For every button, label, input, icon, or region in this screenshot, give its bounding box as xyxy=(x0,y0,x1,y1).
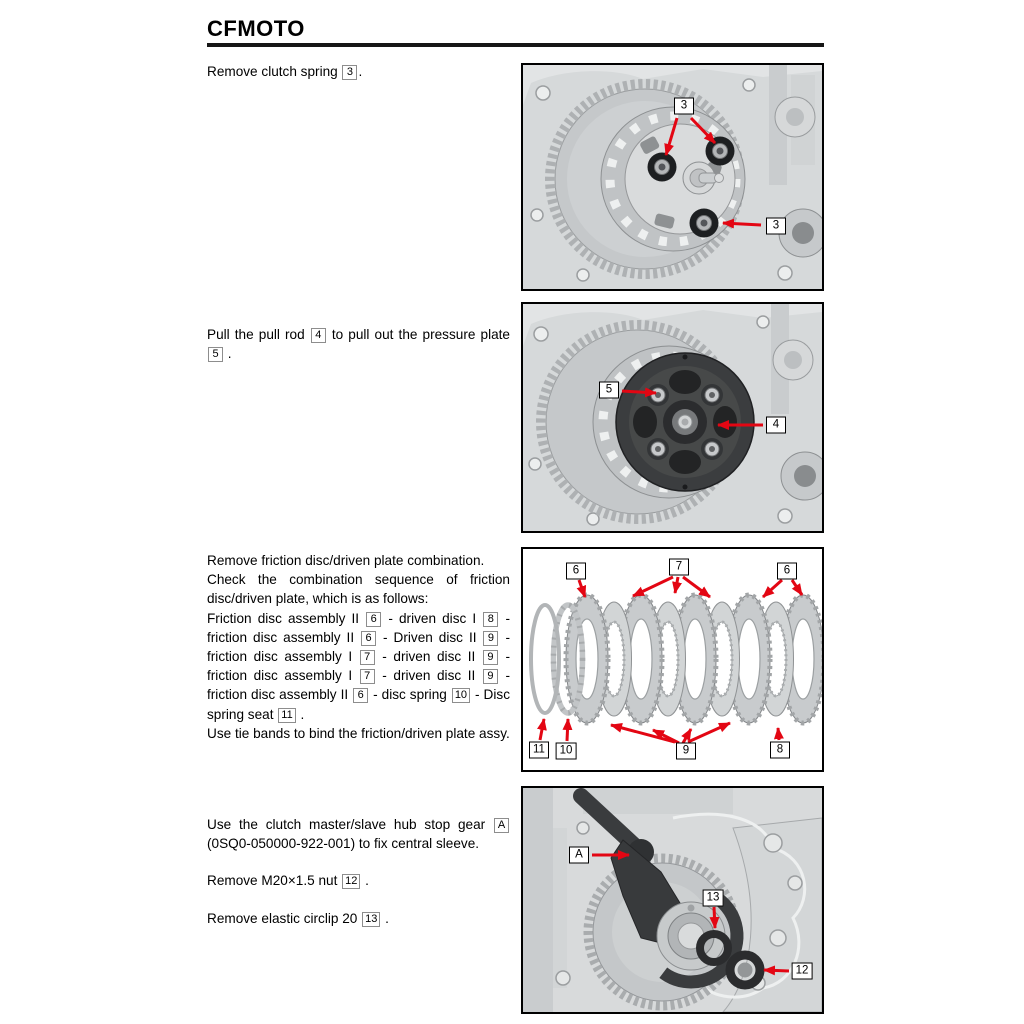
part-ref-7: 7 xyxy=(360,650,375,665)
instruction-friction-disc xyxy=(207,551,510,743)
instruction-remove-clutch-spring xyxy=(207,62,510,81)
page-title: CFMOTO xyxy=(207,16,305,41)
disc-stack xyxy=(531,595,822,723)
part-ref-9: 9 xyxy=(483,631,498,646)
paragraph: Check the combination sequence of friction disc/driven plate, which is as follows: xyxy=(207,572,510,607)
callout-12: 12 xyxy=(792,963,813,980)
callout-5: 5 xyxy=(599,382,619,399)
part-ref-10: 10 xyxy=(452,688,470,703)
part-ref-3: 3 xyxy=(342,65,357,80)
part-ref-13: 13 xyxy=(362,912,380,927)
callout-3: 3 xyxy=(674,98,694,115)
clutch-spring-illustration xyxy=(523,65,822,289)
callout-6: 6 xyxy=(777,563,797,580)
part-ref-12: 12 xyxy=(342,874,360,889)
paragraph: Remove friction disc/driven plate combination. xyxy=(207,553,485,568)
part-ref-11: 11 xyxy=(278,708,295,723)
part-ref-7: 7 xyxy=(360,669,375,684)
paragraph: Remove elastic circlip 20 13 . xyxy=(207,910,389,926)
callout-13: 13 xyxy=(703,890,724,907)
callout-8: 8 xyxy=(770,742,790,759)
pressure-plate-part xyxy=(616,353,754,491)
part-ref-9: 9 xyxy=(483,669,498,684)
figure-stop-gear xyxy=(521,786,824,1014)
paragraph: Remove M20×1.5 nut 12 . xyxy=(207,873,369,889)
part-ref-6: 6 xyxy=(366,612,381,627)
figure-clutch-spring xyxy=(521,63,824,291)
callout-7: 7 xyxy=(669,559,689,576)
part-ref-6: 6 xyxy=(361,631,376,646)
stop-gear-illustration xyxy=(523,788,822,1012)
paragraph: Use tie bands to bind the friction/driven plate assy. xyxy=(207,725,510,741)
paragraph: Pull the pull rod 4 to pull out the pressure plate 5 . xyxy=(207,327,510,362)
callout-11: 11 xyxy=(529,742,549,759)
paragraph: Remove clutch spring 3 . xyxy=(207,64,363,79)
header-divider xyxy=(207,43,824,47)
part-ref-8: 8 xyxy=(483,612,498,627)
disc-stack-illustration xyxy=(523,549,822,770)
part-ref-5: 5 xyxy=(208,347,223,362)
callout-6: 6 xyxy=(566,563,586,580)
figure-pressure-plate xyxy=(521,302,824,533)
callout-A: A xyxy=(569,847,589,864)
paragraph: Friction disc assembly II 6 - driven disc I 8 - friction disc assembly II 6 - Driven disc II 9 - friction disc assembly I 7 - driven disc II 9 - friction disc assembly I 7 - driven disc II 9 - friction disc assembly II 6 - disc spring 10 - Disc spring seat 11 . xyxy=(207,610,510,722)
callout-3: 3 xyxy=(766,218,786,235)
figure-friction-disc-stack xyxy=(521,547,824,772)
callout-9: 9 xyxy=(676,743,696,760)
callout-10: 10 xyxy=(556,743,577,760)
part-ref-A: A xyxy=(494,818,509,833)
part-ref-6: 6 xyxy=(353,688,368,703)
part-ref-9: 9 xyxy=(483,650,498,665)
instruction-stop-gear xyxy=(207,815,510,928)
instruction-pull-rod xyxy=(207,325,510,363)
part-ref-4: 4 xyxy=(311,328,326,343)
paragraph: Use the clutch master/slave hub stop gear A (0SQ0-050000-922-001) to fix central sleeve. xyxy=(207,815,510,853)
callout-4: 4 xyxy=(766,417,786,434)
